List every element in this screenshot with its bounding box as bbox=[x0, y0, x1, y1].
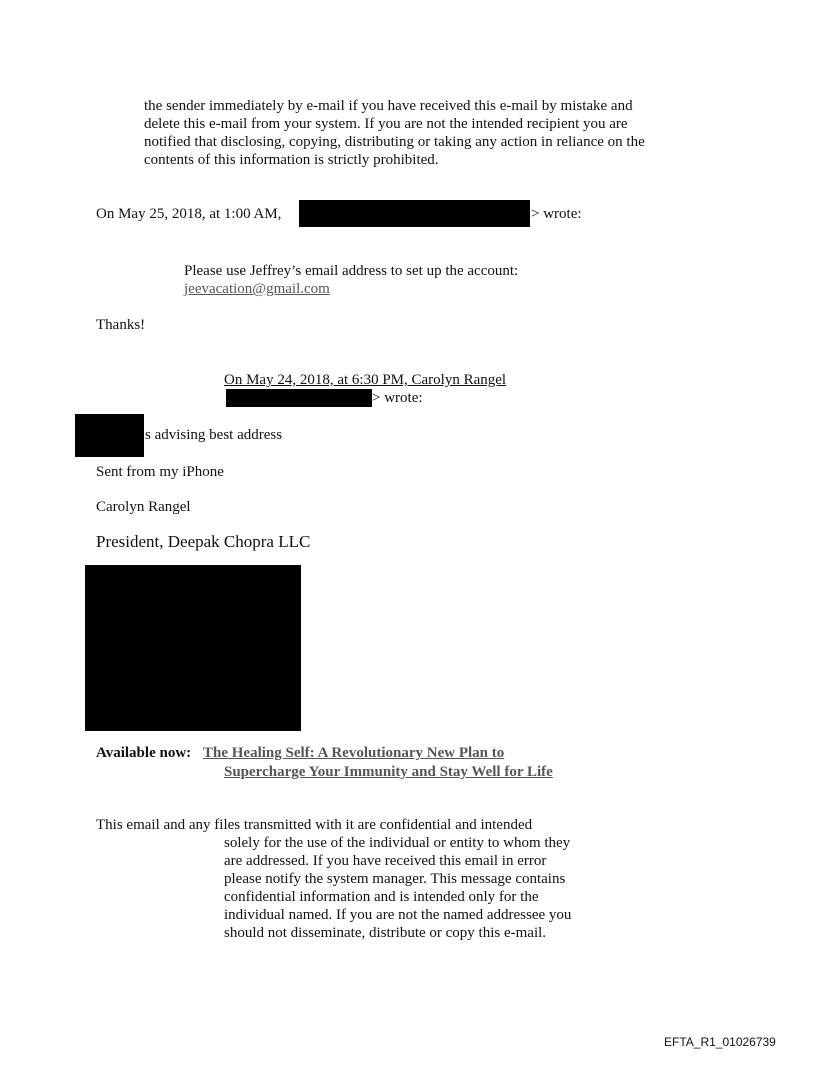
confidentiality-line: solely for the use of the individual or entity to whom they bbox=[224, 835, 571, 851]
promo-label: Available now: bbox=[96, 745, 192, 761]
redacted-image bbox=[85, 565, 301, 731]
confidentiality-line: should not disseminate, distribute or copy this e-mail. bbox=[224, 925, 547, 941]
book-link-line1[interactable]: The Healing Self: A Revolutionary New Plan to bbox=[203, 745, 505, 761]
document-id: EFTA_R1_01026739 bbox=[664, 1035, 776, 1049]
disclaimer-line: contents of this information is strictly prohibited. bbox=[144, 152, 439, 168]
confidentiality-line: please notify the system manager. This message contains bbox=[224, 871, 566, 887]
signature-name: Carolyn Rangel bbox=[96, 499, 191, 515]
book-link-line2[interactable]: Supercharge Your Immunity and Stay Well for Life bbox=[224, 764, 553, 780]
reply-header-prefix: On May 25, 2018, at 1:00 AM, bbox=[96, 206, 282, 222]
thanks-text: Thanks! bbox=[96, 317, 146, 333]
disclaimer-line: the sender immediately by e-mail if you have received this e-mail by mistake and bbox=[144, 98, 633, 114]
advising-text: s advising best address bbox=[145, 427, 283, 443]
confidentiality-line: This email and any files transmitted with it are confidential and intended bbox=[96, 817, 533, 833]
reply-header-suffix: > wrote: bbox=[531, 206, 582, 222]
signature-title: President, Deepak Chopra LLC bbox=[96, 532, 311, 551]
redaction-block bbox=[299, 200, 530, 227]
confidentiality-line: confidential information and is intended only for the bbox=[224, 889, 539, 905]
redaction-block bbox=[226, 389, 372, 407]
disclaimer-line: notified that disclosing, copying, distributing or taking any action in reliance on the bbox=[144, 134, 645, 150]
sent-from-text: Sent from my iPhone bbox=[96, 464, 224, 480]
reply-header-2-line1: On May 24, 2018, at 6:30 PM, Carolyn Rangel bbox=[224, 372, 507, 388]
confidentiality-line: are addressed. If you have received this email in error bbox=[224, 853, 547, 869]
redaction-block bbox=[75, 414, 144, 457]
disclaimer-line: delete this e-mail from your system. If you are not the intended recipient you are bbox=[144, 116, 628, 132]
reply-body-line: Please use Jeffrey’s email address to set up the account: bbox=[184, 263, 519, 279]
confidentiality-line: individual named. If you are not the named addressee you bbox=[224, 907, 572, 923]
reply-header-2-suffix: > wrote: bbox=[372, 390, 423, 406]
email-link[interactable]: jeevacation@gmail.com bbox=[184, 281, 330, 297]
